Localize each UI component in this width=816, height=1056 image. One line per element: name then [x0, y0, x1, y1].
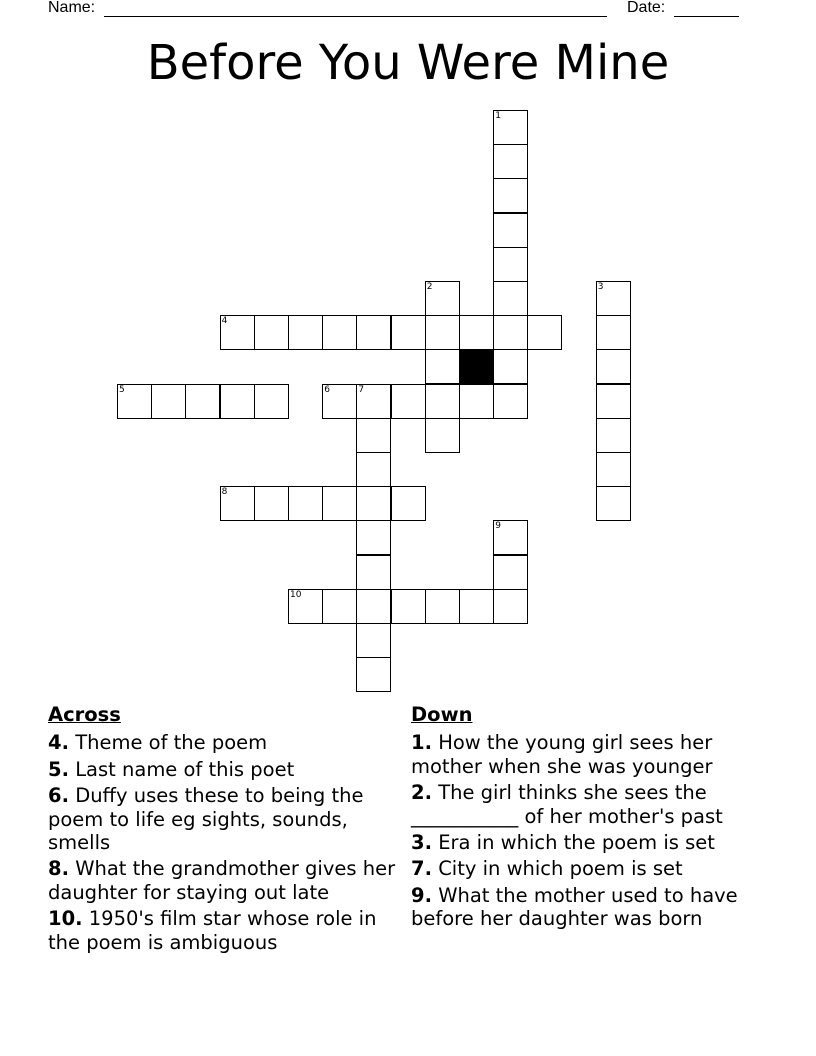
cell-number: 6	[324, 384, 330, 395]
crossword-cell[interactable]	[493, 178, 528, 213]
crossword-cell[interactable]	[596, 486, 631, 521]
crossword-cell[interactable]	[596, 281, 631, 316]
crossword-cell[interactable]	[459, 315, 494, 350]
crossword-cell[interactable]	[356, 589, 391, 624]
crossword-cell[interactable]	[391, 384, 426, 419]
clue-number: 4.	[48, 731, 69, 755]
clue-down-7	[411, 857, 771, 880]
crossword-cell[interactable]	[391, 315, 426, 350]
crossword-cell[interactable]	[425, 281, 460, 316]
cell-number: 4	[221, 316, 228, 327]
clue-text: The girl thinks she sees the ___________ of her mother's past	[411, 781, 723, 828]
crossword-cell[interactable]	[493, 589, 528, 624]
clue-text: City in which poem is set	[438, 857, 683, 881]
crossword-cell[interactable]	[356, 555, 391, 590]
clue-text: How the young girl sees her mother when she was younger	[411, 731, 713, 778]
clue-number: 7.	[411, 857, 432, 881]
name-label: Name:	[48, 0, 96, 16]
crossword-cell[interactable]	[322, 589, 357, 624]
clue-number: 10.	[48, 907, 83, 931]
crossword-cell[interactable]	[596, 384, 631, 419]
crossword-cell[interactable]	[425, 418, 460, 453]
clue-down-3	[411, 831, 771, 854]
crossword-cell[interactable]	[527, 315, 562, 350]
crossword-cell[interactable]	[220, 384, 255, 419]
crossword-cell[interactable]	[151, 384, 186, 419]
crossword-cell[interactable]	[356, 315, 391, 350]
down-clues	[411, 703, 771, 934]
crossword-cell[interactable]	[459, 384, 494, 419]
crossword-cell[interactable]	[322, 315, 357, 350]
cell-number: 8	[221, 487, 228, 498]
clue-number: 9.	[411, 883, 432, 907]
crossword-cell[interactable]	[322, 384, 357, 419]
crossword-cell[interactable]	[391, 486, 426, 521]
crossword-cell[interactable]	[117, 384, 152, 419]
clue-down-1	[411, 731, 771, 778]
crossword-cell[interactable]	[220, 315, 255, 350]
crossword-cell[interactable]	[493, 520, 528, 555]
crossword-cell[interactable]	[425, 384, 460, 419]
crossword-cell[interactable]	[596, 315, 631, 350]
crossword-cell[interactable]	[254, 384, 289, 419]
clue-text: Era in which the poem is set	[438, 831, 715, 855]
clue-across-4	[48, 731, 398, 754]
crossword-cell[interactable]	[493, 555, 528, 590]
blocked-cell	[459, 349, 494, 384]
crossword-cell[interactable]	[459, 589, 494, 624]
clue-across-10	[48, 907, 398, 954]
page-title: Before You Were Mine	[146, 35, 670, 91]
crossword-cell[interactable]	[322, 486, 357, 521]
clue-text: 1950's film star whose role in the poem is ambiguous	[48, 907, 377, 954]
cell-number: 3	[597, 282, 604, 292]
crossword-cell[interactable]	[493, 213, 528, 248]
crossword-cell[interactable]	[493, 384, 528, 419]
date-label: Date:	[627, 0, 666, 16]
crossword-cell[interactable]	[425, 315, 460, 350]
crossword-cell[interactable]	[288, 589, 323, 624]
clue-across-8	[48, 857, 398, 904]
cell-number: 7	[358, 384, 365, 395]
cell-number: 9	[495, 521, 501, 532]
crossword-cell[interactable]	[254, 486, 289, 521]
crossword-cell[interactable]	[288, 486, 323, 521]
clue-across-6	[48, 784, 398, 854]
clue-text: Last name of this poet	[75, 757, 295, 781]
crossword-cell[interactable]	[185, 384, 220, 419]
crossword-cell[interactable]	[596, 418, 631, 453]
crossword-cell[interactable]	[493, 110, 528, 145]
crossword-cell[interactable]	[596, 349, 631, 384]
crossword-cell[interactable]	[425, 589, 460, 624]
crossword-cell[interactable]	[493, 281, 528, 316]
clue-text: Duffy uses these to being the poem to life eg sights, sounds, smells	[48, 784, 364, 855]
clue-number: 6.	[48, 784, 69, 808]
crossword-cell[interactable]	[254, 315, 289, 350]
crossword-cell[interactable]	[356, 520, 391, 555]
down-heading: Down	[411, 703, 473, 726]
clue-number: 5.	[48, 757, 69, 781]
crossword-cell[interactable]	[493, 349, 528, 384]
cell-number: 10	[290, 589, 302, 600]
crossword-cell[interactable]	[596, 452, 631, 487]
across-clues	[48, 703, 398, 957]
crossword-cell[interactable]	[356, 452, 391, 487]
crossword-cell[interactable]	[356, 384, 391, 419]
crossword-cell[interactable]	[425, 349, 460, 384]
clue-text: What the grandmother gives her daughter for staying out late	[48, 857, 396, 904]
clue-number: 1.	[411, 731, 432, 755]
crossword-cell[interactable]	[220, 486, 255, 521]
across-heading: Across	[48, 703, 121, 726]
cell-number: 5	[119, 384, 125, 395]
crossword-cell[interactable]	[356, 486, 391, 521]
clue-down-9	[411, 884, 771, 931]
clue-number: 2.	[411, 781, 432, 805]
cell-number: 1	[495, 111, 501, 121]
clue-number: 8.	[48, 857, 69, 881]
cell-number: 2	[426, 282, 433, 292]
crossword-cell[interactable]	[391, 589, 426, 624]
clue-down-2	[411, 781, 771, 828]
crossword-cell[interactable]	[356, 657, 391, 692]
clue-number: 3.	[411, 831, 432, 855]
crossword-cell[interactable]	[356, 418, 391, 453]
crossword-cell[interactable]	[288, 315, 323, 350]
clue-across-5	[48, 758, 398, 781]
crossword-cell[interactable]	[493, 247, 528, 282]
crossword-cell[interactable]	[493, 144, 528, 179]
clue-text: Theme of the poem	[75, 731, 268, 755]
clue-text: What the mother used to have before her daughter was born	[411, 883, 738, 931]
crossword-cell[interactable]	[356, 623, 391, 658]
crossword-cell[interactable]	[493, 315, 528, 350]
